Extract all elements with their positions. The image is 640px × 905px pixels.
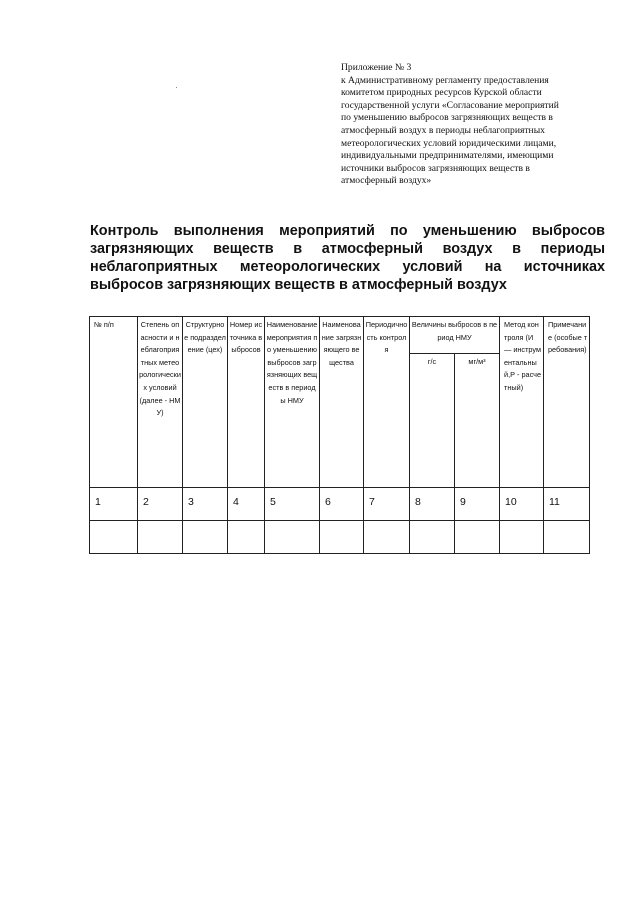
empty-row bbox=[90, 521, 590, 554]
column-number: 10 bbox=[500, 488, 544, 521]
header-source-number: Номер источника выбросов bbox=[228, 317, 265, 488]
header-hazard-level: Степень опасности и неблагоприятных метеорологических условий (далее - НМУ) bbox=[138, 317, 183, 488]
appendix-line: комитетом природных ресурсов Курской области bbox=[341, 87, 542, 99]
column-number: 7 bbox=[364, 488, 410, 521]
empty-cell bbox=[228, 521, 265, 554]
document-title bbox=[90, 222, 605, 294]
empty-cell bbox=[183, 521, 228, 554]
header-notes: Примечание (особые требования) bbox=[544, 317, 590, 488]
empty-cell bbox=[138, 521, 183, 554]
empty-cell bbox=[90, 521, 138, 554]
header-emission-values: Величины выбросов в период НМУ bbox=[410, 317, 500, 354]
control-table bbox=[89, 316, 590, 554]
empty-cell bbox=[455, 521, 500, 554]
empty-cell bbox=[544, 521, 590, 554]
header-measure-name: Наименование мероприятия по уменьшению выбросов загрязняющих веществ в периоды НМУ bbox=[265, 317, 320, 488]
appendix-line: источники выбросов загрязняющих веществ в bbox=[341, 162, 530, 174]
header-emission-mgm3: мг/м³ bbox=[455, 354, 500, 488]
appendix-line: атмосферный воздух в периоды неблагоприятных bbox=[341, 124, 545, 136]
header-control-method: Метод контроля (И — инструментальный,Р - расчетный) bbox=[500, 317, 544, 488]
appendix-line: индивидуальными предпринимателями, имеющими bbox=[341, 150, 554, 162]
column-number: 1 bbox=[90, 488, 138, 521]
column-number: 8 bbox=[410, 488, 455, 521]
column-number: 3 bbox=[183, 488, 228, 521]
empty-cell bbox=[364, 521, 410, 554]
title-line: Контроль выполнения мероприятий по уменьшению выбросов bbox=[90, 223, 605, 239]
appendix-line: метеорологических условий юридическими лицами, bbox=[341, 137, 557, 149]
header-control-frequency: Периодичность контроля bbox=[364, 317, 410, 488]
appendix-note bbox=[341, 62, 606, 188]
column-number: 6 bbox=[320, 488, 364, 521]
header-emission-gs: г/с bbox=[410, 354, 455, 488]
title-line: выбросов загрязняющих веществ в атмосферный воздух bbox=[90, 277, 507, 293]
scan-speck bbox=[176, 87, 177, 88]
column-number: 9 bbox=[455, 488, 500, 521]
appendix-line: Приложение № 3 bbox=[341, 62, 412, 73]
empty-cell bbox=[410, 521, 455, 554]
header-pollutant-name: Наименование загрязняющего вещества bbox=[320, 317, 364, 488]
column-number: 11 bbox=[544, 488, 590, 521]
column-number: 2 bbox=[138, 488, 183, 521]
empty-cell bbox=[320, 521, 364, 554]
column-number: 4 bbox=[228, 488, 265, 521]
empty-cell bbox=[500, 521, 544, 554]
header-row-number: № п/п bbox=[90, 317, 138, 488]
column-number: 5 bbox=[265, 488, 320, 521]
title-line: неблагоприятных метеорологических условий на источниках bbox=[90, 259, 605, 275]
header-department: Структурное подразделение (цех) bbox=[183, 317, 228, 488]
appendix-line: к Административному регламенту предоставления bbox=[341, 74, 549, 86]
number-row bbox=[90, 488, 590, 521]
appendix-line: по уменьшению выбросов загрязняющих веществ в bbox=[341, 112, 553, 124]
empty-cell bbox=[265, 521, 320, 554]
appendix-line: государственной услуги «Согласование мероприятий bbox=[341, 99, 559, 111]
appendix-line: атмосферный воздух» bbox=[341, 175, 432, 187]
title-line: загрязняющих веществ в атмосферный воздух в периоды bbox=[90, 241, 605, 257]
